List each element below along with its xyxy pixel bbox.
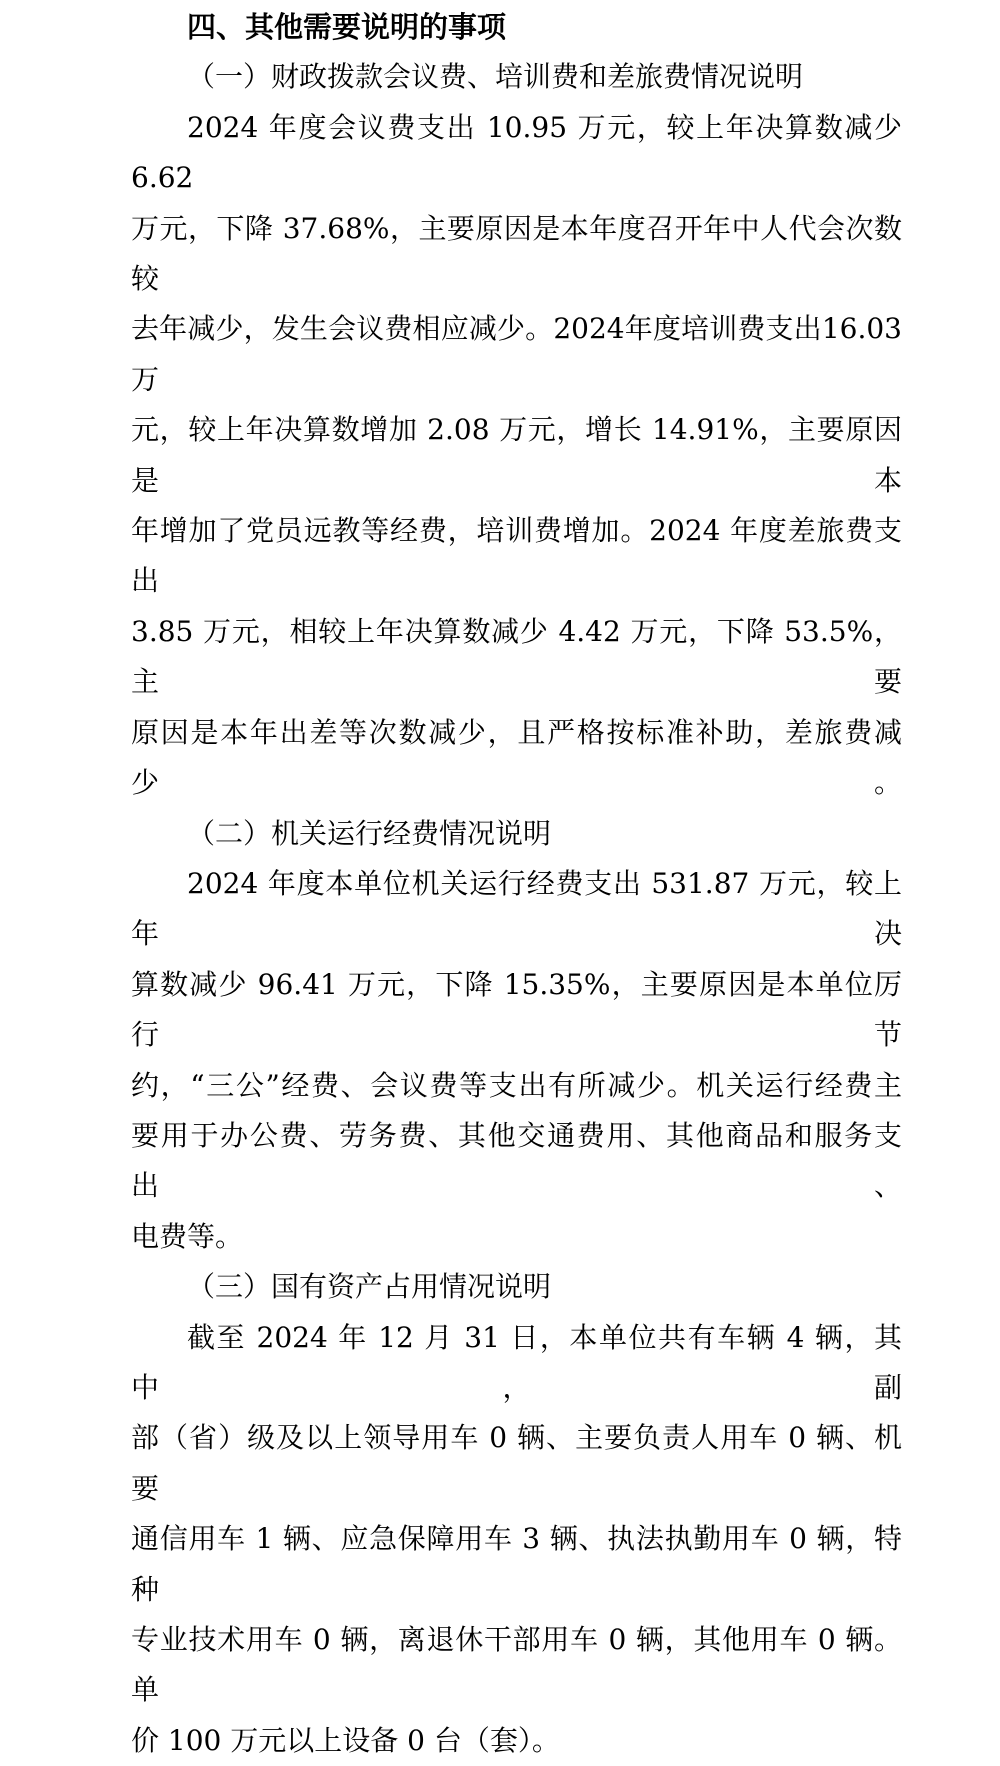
- text-line: 电费等。: [131, 1219, 244, 1253]
- text-line: 2024 年度本单位机关运行经费支出 531.87 万元，较上年决: [131, 866, 902, 951]
- text-line: 约，“三公”经费、会议费等支出有所减少。机关运行经费主: [131, 1068, 902, 1102]
- text-line: 原因是本年出差等次数减少，且严格按标准补助，差旅费减少。: [131, 715, 902, 800]
- text-line: 专业技术用车 0 辆，离退休干部用车 0 辆，其他用车 0 辆。单: [131, 1623, 902, 1707]
- text-line: 年增加了党员远教等经费，培训费增加。2024 年度差旅费支出: [131, 514, 902, 598]
- text-line: 元，较上年决算数增加 2.08 万元，增长 14.91%，主要原因是本: [131, 413, 902, 497]
- text-line: 价 100 万元以上设备 0 台（套）。: [131, 1723, 560, 1757]
- section-heading: 四、其他需要说明的事项: [187, 10, 507, 44]
- text-line: 3.85 万元，相较上年决算数减少 4.42 万元，下降 53.5%，主要: [131, 614, 902, 699]
- text-line: 算数减少 96.41 万元，下降 15.35%，主要原因是本单位厉行节: [131, 967, 902, 1052]
- text-line: 部（省）级及以上领导用车 0 辆、主要负责人用车 0 辆、机要: [131, 1421, 902, 1505]
- text-line: 万元，下降 37.68%，主要原因是本年度召开年中人代会次数较: [131, 211, 902, 296]
- subsection-heading: （一）财政拨款会议费、培训费和差旅费情况说明: [187, 60, 804, 94]
- text-line: 通信用车 1 辆、应急保障用车 3 辆、执法执勤用车 0 辆，特种: [131, 1522, 902, 1606]
- document-content: [131, 2, 902, 1766]
- subsection-heading: （二）机关运行经费情况说明: [187, 816, 552, 850]
- subsection-heading: （三）国有资产占用情况说明: [187, 1270, 552, 1304]
- text-line: 要用于办公费、劳务费、其他交通费用、其他商品和服务支出、: [131, 1118, 902, 1203]
- text-line: 去年减少，发生会议费相应减少。2024年度培训费支出16.03万: [131, 312, 902, 396]
- text-line: 截至 2024 年 12 月 31 日，本单位共有车辆 4 辆，其中，副: [131, 1320, 902, 1404]
- text-line: 2024 年度会议费支出 10.95 万元，较上年决算数减少 6.62: [131, 110, 902, 195]
